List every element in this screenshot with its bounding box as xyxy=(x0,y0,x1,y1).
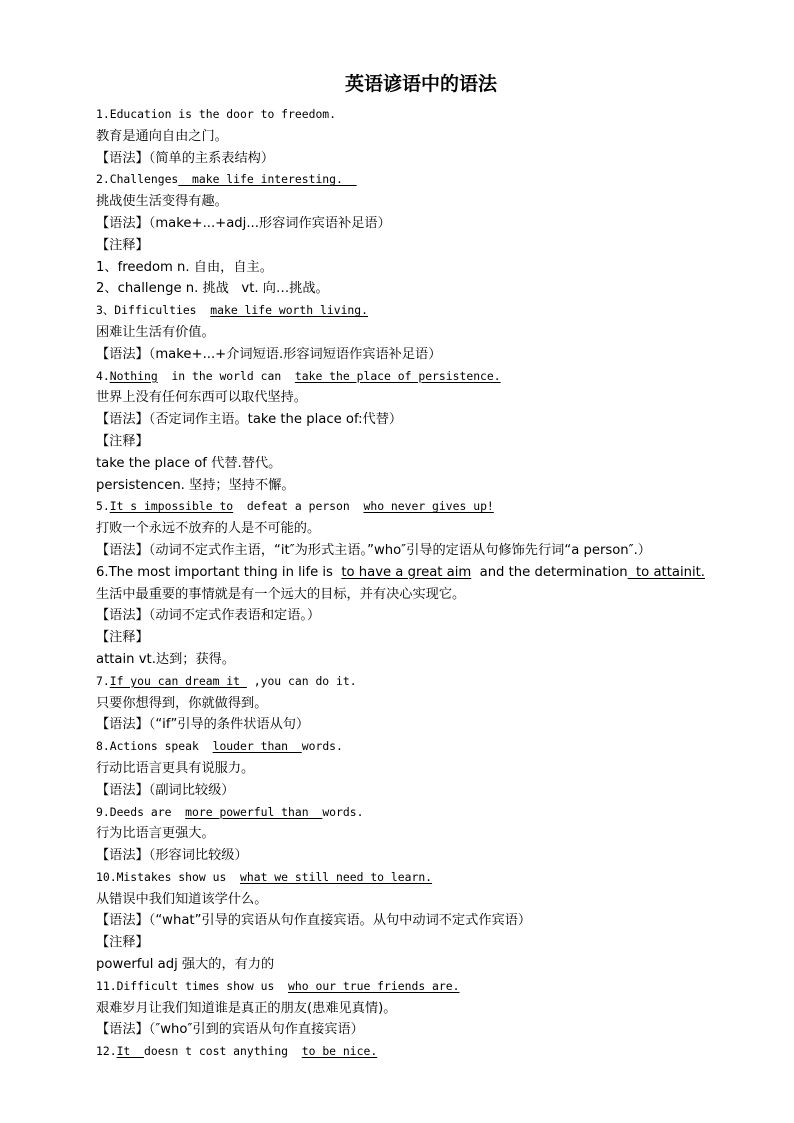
text-segment: 4. xyxy=(96,368,110,383)
underlined-phrase: If you can dream it xyxy=(109,673,247,688)
text-line xyxy=(96,562,736,584)
text-segment: 【语法】（″who″引到的宾语从句作直接宾语） xyxy=(96,1022,364,1038)
text-line xyxy=(96,605,736,627)
text-segment: 生活中最重要的事情就是有一个远大的目标，并有决心实现它。 xyxy=(96,586,466,602)
text-line xyxy=(96,802,736,824)
text-segment: 世界上没有任何东西可以取代坚持。 xyxy=(96,390,307,406)
text-line xyxy=(96,736,736,758)
text-segment: 3、Difficulties xyxy=(96,303,211,318)
text-segment: doesn t cost anything xyxy=(144,1044,302,1059)
text-segment: 1.Education is the door to freedom. xyxy=(96,107,337,121)
text-line xyxy=(96,213,736,235)
text-segment: 【注释】 xyxy=(96,433,149,449)
text-segment: take the place of 代替.替代。 xyxy=(96,455,282,471)
text-line xyxy=(96,693,736,715)
text-line xyxy=(96,322,736,344)
text-line xyxy=(96,344,736,366)
text-segment: 从错误中我们知道该学什么。 xyxy=(96,891,268,907)
text-line xyxy=(96,671,736,693)
text-segment: 12. xyxy=(96,1044,117,1059)
text-line xyxy=(96,475,736,497)
text-line xyxy=(96,1019,736,1041)
text-line xyxy=(96,649,736,671)
document-body xyxy=(96,104,736,1063)
text-segment: 8.Actions speak xyxy=(96,739,213,754)
text-line xyxy=(96,889,736,911)
underlined-phrase: louder than xyxy=(212,739,302,754)
text-line xyxy=(96,169,736,191)
text-line xyxy=(96,148,736,170)
text-segment: 【语法】（make+...+adj...形容词作宾语补足语） xyxy=(96,215,391,231)
text-line xyxy=(96,409,736,431)
text-segment: 【语法】（“if”引导的条件状语从句） xyxy=(96,717,310,733)
underlined-phrase: who our true friends are. xyxy=(288,978,460,993)
text-line xyxy=(96,540,736,562)
text-line xyxy=(96,758,736,780)
text-line xyxy=(96,1041,736,1063)
text-segment: 【注释】 xyxy=(96,237,149,253)
underlined-phrase: who never gives up! xyxy=(363,499,494,514)
text-segment: 挑战使生活变得有趣。 xyxy=(96,194,228,210)
text-segment: 【语法】（动词不定式作表语和定语。） xyxy=(96,608,321,624)
text-segment: 7. xyxy=(96,673,110,688)
underlined-phrase: to be nice. xyxy=(301,1044,378,1059)
text-segment: 【注释】 xyxy=(96,630,149,646)
text-segment: 行动比语言更具有说服力。 xyxy=(96,760,255,776)
text-segment: 【语法】（“what”引导的宾语从句作直接宾语。从句中动词不定式作宾语） xyxy=(96,913,532,929)
text-line xyxy=(96,998,736,1020)
text-line xyxy=(96,235,736,257)
underlined-phrase: take the place of persistence. xyxy=(294,368,501,383)
text-segment: defeat a person xyxy=(233,499,364,514)
text-line xyxy=(96,823,736,845)
underlined-phrase: It s impossible to xyxy=(109,499,234,514)
text-line xyxy=(96,845,736,867)
text-line xyxy=(96,366,736,388)
underlined-phrase: make life worth living. xyxy=(210,303,368,318)
text-line xyxy=(96,910,736,932)
underlined-phrase: Nothing xyxy=(109,368,158,383)
text-line xyxy=(96,300,736,322)
text-segment: 只要你想得到，你就做得到。 xyxy=(96,695,268,711)
text-line xyxy=(96,932,736,954)
text-segment: 【语法】（动词不定式作主语，“it″为形式主语。”who″引导的定语从句修饰先行词“a person″.） xyxy=(96,542,651,558)
underlined-phrase: to attainit. xyxy=(627,564,705,580)
text-line xyxy=(96,191,736,213)
text-segment: persistencen. 坚持；坚持不懈。 xyxy=(96,477,295,493)
text-segment: 5. xyxy=(96,499,110,514)
text-segment: and the determination xyxy=(471,564,628,580)
text-segment: 1、freedom n. 自由，自主。 xyxy=(96,259,273,275)
text-segment: 10.Mistakes show us xyxy=(96,869,241,884)
text-line xyxy=(96,867,736,889)
text-segment: words. xyxy=(301,739,343,754)
underlined-phrase: more powerful than xyxy=(185,804,323,819)
text-line xyxy=(96,976,736,998)
text-line xyxy=(96,126,736,148)
underlined-phrase: It xyxy=(116,1044,145,1059)
text-line xyxy=(96,257,736,279)
text-segment: in the world can xyxy=(157,368,295,383)
text-segment: 【注释】 xyxy=(96,935,149,951)
text-line xyxy=(96,431,736,453)
text-segment: 打败一个永远不放弃的人是不可能的。 xyxy=(96,521,321,537)
text-segment: 教育是通向自由之门。 xyxy=(96,128,228,144)
text-segment: 【语法】（否定词作主语。take the place of:代替） xyxy=(96,412,403,428)
text-segment: 2.Challenges xyxy=(96,172,179,187)
text-segment: 【语法】（形容词比较级） xyxy=(96,848,248,864)
text-segment: 【语法】（make+...+介词短语.形容词短语作宾语补足语） xyxy=(96,346,442,362)
text-segment: 【语法】（副词比较级） xyxy=(96,782,235,798)
text-line xyxy=(96,387,736,409)
text-segment: ,you can do it. xyxy=(246,673,357,688)
underlined-phrase: make life interesting. xyxy=(178,172,357,187)
text-segment: powerful adj 强大的，有力的 xyxy=(96,957,275,973)
text-segment: attain vt.达到；获得。 xyxy=(96,651,236,667)
text-line xyxy=(96,954,736,976)
underlined-phrase: what we still need to learn. xyxy=(240,869,433,884)
text-line xyxy=(96,714,736,736)
text-segment: 9.Deeds are xyxy=(96,804,186,819)
underlined-phrase: to have a great aim xyxy=(341,564,472,580)
text-line xyxy=(96,278,736,300)
text-segment: 艰难岁月让我们知道谁是真正的朋友(患难见真情)。 xyxy=(96,1000,397,1016)
text-segment: 11.Difficult times show us xyxy=(96,978,289,993)
document-page xyxy=(96,68,736,1063)
text-segment: 6.The most important thing in life is xyxy=(96,564,342,580)
text-segment: 2、challenge n. 挑战 vt. 向…挑战。 xyxy=(96,281,329,297)
text-line xyxy=(96,518,736,540)
text-line xyxy=(96,496,736,518)
text-segment: 行为比语言更强大。 xyxy=(96,826,215,842)
text-line xyxy=(96,584,736,606)
text-line xyxy=(96,104,736,126)
text-segment: words. xyxy=(322,804,364,819)
text-line xyxy=(96,453,736,475)
text-line xyxy=(96,627,736,649)
text-line xyxy=(96,780,736,802)
document-title: 英语谚语中的语法 xyxy=(344,73,497,95)
text-segment: 【语法】（简单的主系表结构） xyxy=(96,150,275,166)
text-segment: 困难让生活有价值。 xyxy=(96,324,215,340)
